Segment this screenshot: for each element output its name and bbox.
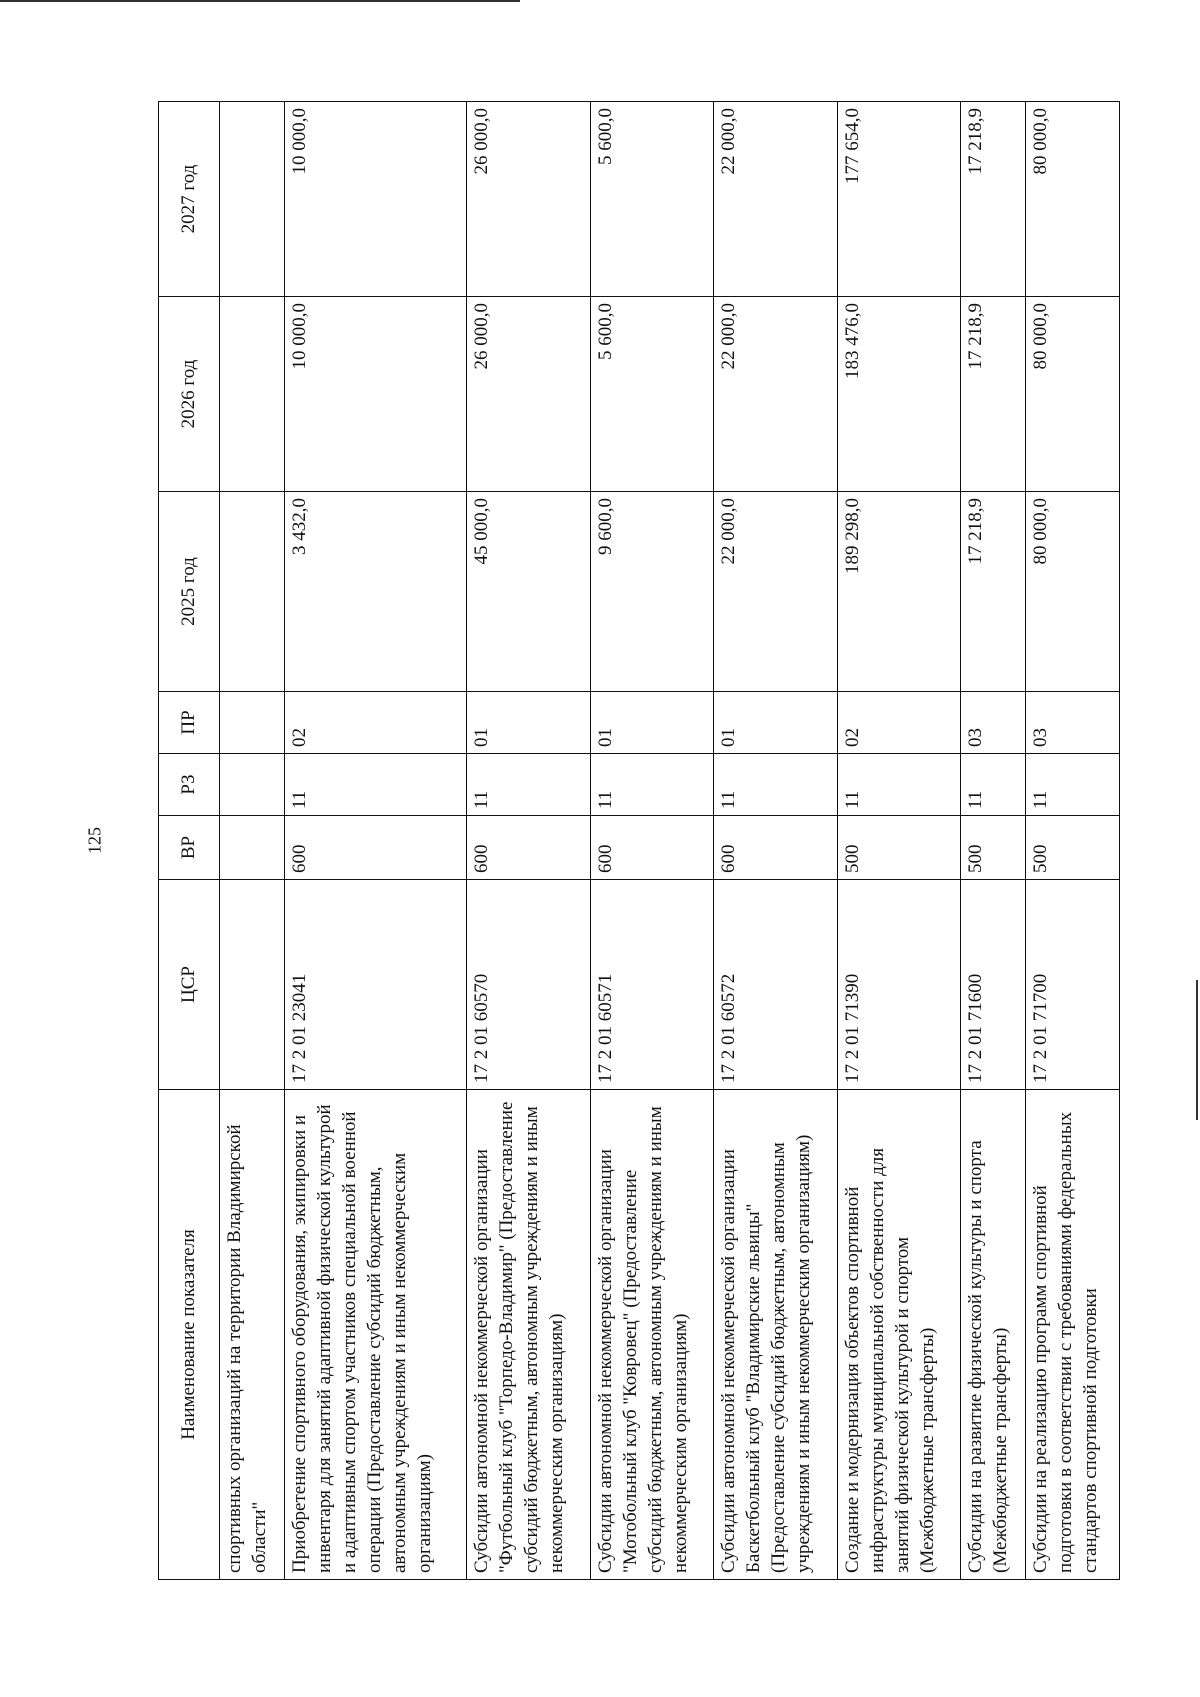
table-row xyxy=(590,102,714,1580)
cell-csr: 17 2 01 60570 xyxy=(467,880,591,1090)
cell-csr: 17 2 01 60572 xyxy=(714,880,838,1090)
budget-table xyxy=(158,101,1120,1580)
cell-vr: 500 xyxy=(1025,816,1119,880)
col-header-rz: РЗ xyxy=(159,754,220,816)
cell-name: Субсидии на реализацию программ спортивной подготовки в соответствии с требованиями федеральных стандартов спортивной подготовки xyxy=(1025,1090,1119,1580)
cell-pr: 03 xyxy=(1025,692,1119,754)
col-header-pr: ПР xyxy=(159,692,220,754)
cell-csr: 17 2 01 23041 xyxy=(284,880,466,1090)
cell-2026: 183 476,0 xyxy=(837,297,961,492)
cell-rz xyxy=(220,754,285,816)
col-header-name: Наименование показателя xyxy=(159,1090,220,1580)
cell-2027: 22 000,0 xyxy=(714,102,838,297)
cell-2025: 17 218,9 xyxy=(961,492,1026,692)
cell-2026: 17 218,9 xyxy=(961,297,1026,492)
cell-vr: 600 xyxy=(284,816,466,880)
col-header-2026: 2026 год xyxy=(159,297,220,492)
cell-name: Субсидии на развитие физической культуры и спорта (Межбюджетные трансферты) xyxy=(961,1090,1026,1580)
cell-pr: 01 xyxy=(714,692,838,754)
cell-2026: 5 600,0 xyxy=(590,297,714,492)
col-header-2025: 2025 год xyxy=(159,492,220,692)
cell-2027: 5 600,0 xyxy=(590,102,714,297)
cell-rz: 11 xyxy=(590,754,714,816)
cell-rz: 11 xyxy=(467,754,591,816)
cell-pr: 01 xyxy=(467,692,591,754)
table-row xyxy=(220,102,285,1580)
cell-2025: 3 432,0 xyxy=(284,492,466,692)
rotated-table-container xyxy=(158,102,1120,1580)
scan-edge-line xyxy=(1196,980,1198,1120)
cell-pr: 02 xyxy=(837,692,961,754)
cell-pr: 02 xyxy=(284,692,466,754)
cell-csr: 17 2 01 71600 xyxy=(961,880,1026,1090)
header-row xyxy=(159,102,220,1580)
cell-vr: 500 xyxy=(837,816,961,880)
table-row xyxy=(467,102,591,1580)
cell-pr: 03 xyxy=(961,692,1026,754)
cell-rz: 11 xyxy=(837,754,961,816)
col-header-2027: 2027 год xyxy=(159,102,220,297)
cell-2027: 26 000,0 xyxy=(467,102,591,297)
cell-vr: 600 xyxy=(714,816,838,880)
cell-2026: 26 000,0 xyxy=(467,297,591,492)
cell-vr: 500 xyxy=(961,816,1026,880)
cell-name: спортивных организаций на территории Владимирской области" xyxy=(220,1090,285,1580)
cell-csr: 17 2 01 71700 xyxy=(1025,880,1119,1090)
cell-pr: 01 xyxy=(590,692,714,754)
cell-2026: 22 000,0 xyxy=(714,297,838,492)
cell-2025: 45 000,0 xyxy=(467,492,591,692)
table-row xyxy=(714,102,838,1580)
table-row xyxy=(1025,102,1119,1580)
cell-2027: 177 654,0 xyxy=(837,102,961,297)
cell-vr: 600 xyxy=(590,816,714,880)
col-header-vr: ВР xyxy=(159,816,220,880)
cell-rz: 11 xyxy=(961,754,1026,816)
page-number: 125 xyxy=(84,827,105,854)
cell-2026 xyxy=(220,297,285,492)
cell-2027 xyxy=(220,102,285,297)
cell-2027: 80 000,0 xyxy=(1025,102,1119,297)
cell-2025 xyxy=(220,492,285,692)
col-header-csr: ЦСР xyxy=(159,880,220,1090)
scan-edge-line xyxy=(0,0,520,2)
cell-csr xyxy=(220,880,285,1090)
cell-name: Субсидии автономной некоммерческой организации "Футбольный клуб "Торпедо-Владимир" (Предоставление субсидий бюджетным, автономным учреждениям и иным некоммерческим организациям) xyxy=(467,1090,591,1580)
cell-rz: 11 xyxy=(714,754,838,816)
cell-rz: 11 xyxy=(284,754,466,816)
cell-2025: 22 000,0 xyxy=(714,492,838,692)
cell-2027: 17 218,9 xyxy=(961,102,1026,297)
cell-csr: 17 2 01 60571 xyxy=(590,880,714,1090)
cell-2025: 189 298,0 xyxy=(837,492,961,692)
cell-2027: 10 000,0 xyxy=(284,102,466,297)
cell-2025: 80 000,0 xyxy=(1025,492,1119,692)
cell-vr xyxy=(220,816,285,880)
cell-vr: 600 xyxy=(467,816,591,880)
cell-name: Приобретение спортивного оборудования, экипировки и инвентаря для занятий адаптивной физической культурой и адаптивным спортом участников специальной военной операции (Предоставление субсидий бюджетным, автономным учреждениям и иным некоммерческим организациям) xyxy=(284,1090,466,1580)
table-row xyxy=(284,102,466,1580)
cell-pr xyxy=(220,692,285,754)
cell-csr: 17 2 01 71390 xyxy=(837,880,961,1090)
cell-name: Субсидии автономной некоммерческой организации "Мотобольный клуб "Ковровец" (Предоставление субсидий бюджетным, автономным учреждениям и иным некоммерческим организациям) xyxy=(590,1090,714,1580)
cell-2026: 80 000,0 xyxy=(1025,297,1119,492)
cell-rz: 11 xyxy=(1025,754,1119,816)
cell-name: Субсидии автономной некоммерческой организации Баскетбольный клуб "Владимирские львицы" (Предоставление субсидий бюджетным, автономным учреждениям и иным некоммерческим организациям) xyxy=(714,1090,838,1580)
cell-name: Создание и модернизация объектов спортивной инфраструктуры муниципальной собственности для занятий физической культурой и спортом (Межбюджетные трансферты) xyxy=(837,1090,961,1580)
table-row xyxy=(837,102,961,1580)
cell-2025: 9 600,0 xyxy=(590,492,714,692)
cell-2026: 10 000,0 xyxy=(284,297,466,492)
table-row xyxy=(961,102,1026,1580)
